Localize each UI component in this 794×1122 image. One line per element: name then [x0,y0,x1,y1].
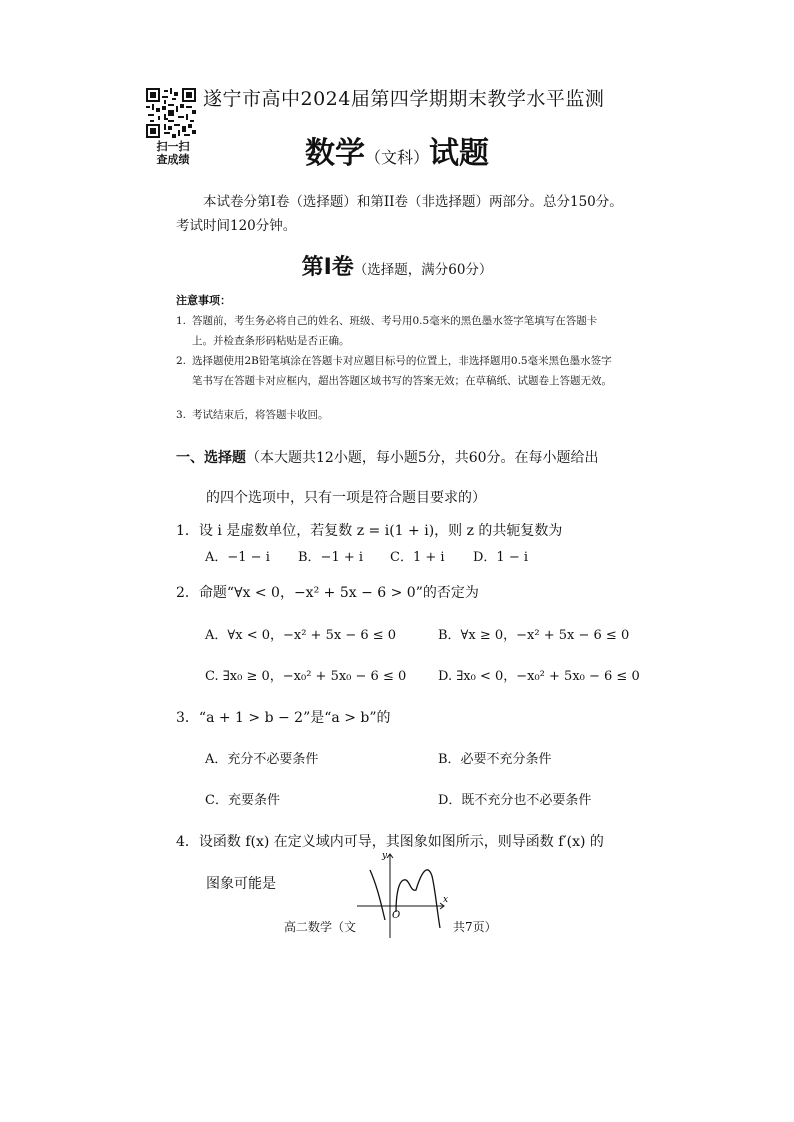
subject-title [0,128,794,172]
qr-caption-line-1: 扫一扫 [156,140,190,153]
subject-note: （文科） [364,148,429,167]
subject-name: 数学 [304,136,365,171]
part-one-subtitle: （选择题，满分60分） [353,262,493,278]
section-one-label: 一、选择题 [176,450,246,466]
question-1-option-a[interactable]: A．−1 − i [205,550,270,565]
origin-label: O [392,910,401,921]
figure-axes [357,854,444,938]
question-1-option-c[interactable]: C．1 + i [390,550,445,565]
note-text: 考试结束后，将答题卡收回。 [192,409,329,421]
question-1-option-b[interactable]: B．−1 + i [298,550,364,565]
question-3-option-a[interactable]: A．充分不必要条件 [205,752,319,767]
question-3-option-b[interactable]: B．必要不充分条件 [438,752,552,767]
question-2-option-a[interactable]: A．∀x < 0，−x² + 5x − 6 ≤ 0 [205,628,397,643]
question-1-stem: 1．设 i 是虚数单位，若复数 z = i(1 + i)，则 z 的共轭复数为 [176,523,563,539]
question-2-option-b[interactable]: B．∀x ≥ 0，−x² + 5x − 6 ≤ 0 [438,628,630,643]
question-2-stem: 2．命题“∀x < 0，−x² + 5x − 6 > 0”的否定为 [176,585,479,601]
question-2-option-d[interactable]: D. ∃x₀ < 0，−x₀² + 5x₀ − 6 ≤ 0 [438,669,640,684]
qr-caption-line-2: 查成绩 [156,153,190,166]
notes-heading: 注意事项： [176,294,231,307]
note-text: 选择题使用2B铅笔填涂在答题卡对应题目标号的位置上，非选择题用0.5毫米黑色墨水签字笔书写在答题卡对应框内，超出答题区域书写的答案无效；在草稿纸、试题卷上答题无效。 [192,355,612,387]
question-3-stem: 3．“a + 1 > b − 2”是“a > b”的 [176,710,391,726]
question-2-option-c[interactable]: C. ∃x₀ ≥ 0，−x₀² + 5x₀ − 6 ≤ 0 [205,669,407,684]
question-3-option-d[interactable]: D．既不充分也不必要条件 [438,793,592,808]
intro-text: 本试卷分第I卷（选择题）和第II卷（非选择题）两部分。总分150分。考试时间120分钟。 [176,194,623,234]
question-4-figure [352,850,452,940]
subject-suffix: 试题 [429,136,489,171]
section-one-desc: （本大题共12小题，每小题5分，共60分。在每小题给出 [246,450,599,466]
note-item [176,405,616,425]
note-text: 答题前，考生务必将自己的姓名、班级、考号用0.5毫米的黑色墨水签字笔填写在答题卡上。并检查条形码粘贴是否正确。 [192,315,598,347]
footer-right: 共7页） [453,920,497,934]
footer-left: 高二数学（文 [284,920,357,934]
question-1-option-d[interactable]: D．1 − i [473,550,529,565]
note-item [176,311,616,351]
section-one-desc-cont: 的四个选项中，只有一项是符合题目要求的） [206,490,486,506]
part-one-label: 第Ⅰ卷 [301,255,354,280]
question-4-stem: 4．设函数 f(x) 在定义域内可导，其图象如图所示，则导函数 f′(x) 的 [176,834,604,850]
curve-right-branch [396,870,440,928]
y-axis-label: y [382,851,388,861]
question-3-option-c[interactable]: C．充要条件 [205,793,280,808]
school-title: 遂宁市高中2024届第四学期期末教学水平监测 [203,88,605,110]
curve-left-branch [370,870,385,920]
question-4-stem-cont: 图象可能是 [206,876,276,892]
note-number: 1. [176,315,187,327]
note-number: 2. [176,355,187,367]
note-item [176,351,616,391]
section-one-title [176,448,622,468]
x-axis-label: x [443,895,449,905]
part-one-title [0,250,794,281]
note-number: 3. [176,409,187,421]
